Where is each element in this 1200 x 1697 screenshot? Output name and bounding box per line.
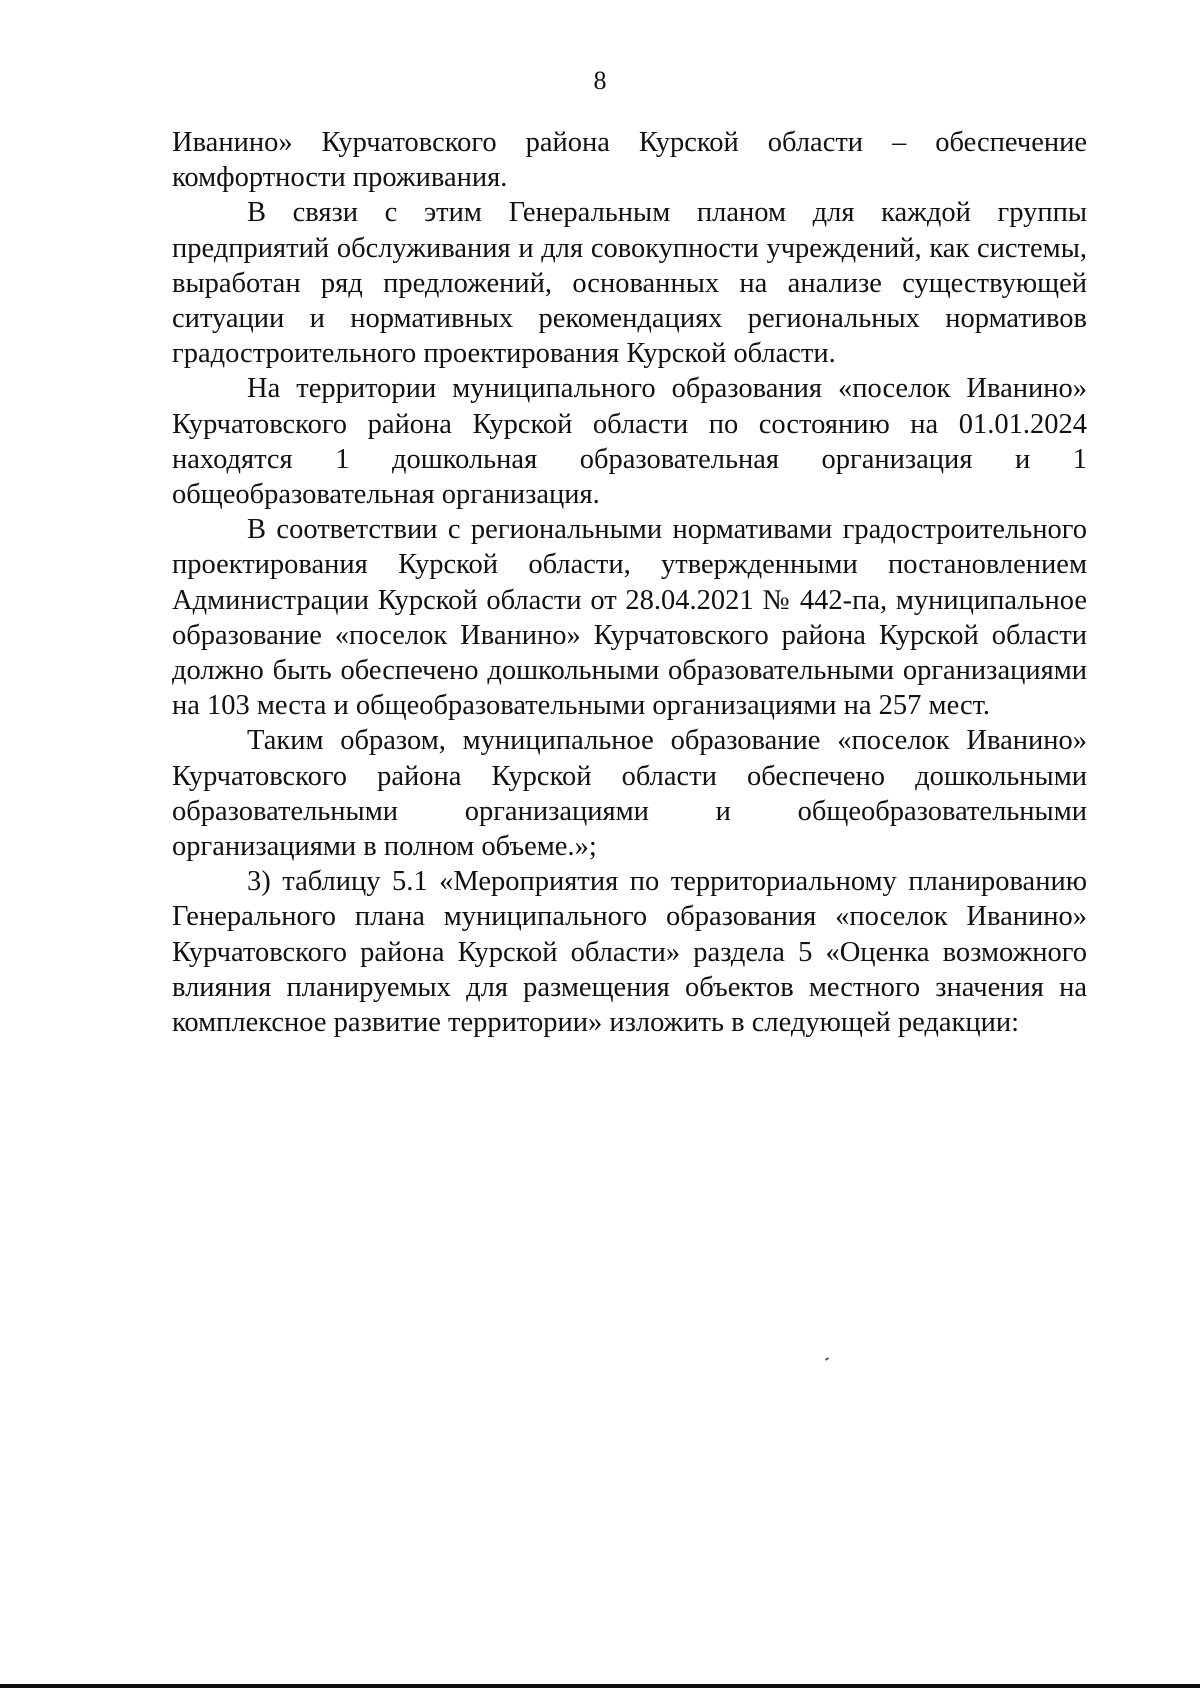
document-body [172, 125, 1087, 1040]
paragraph-table-amendment: 3) таблицу 5.1 «Мероприятия по территориальному планированию Генерального плана муниципального образования «поселок Иванино» Курчатовского района Курской области» раздела 5 «Оценка возможного влияния планируемых для размещения объектов местного значения на комплексное развитие территории» изложить в следующей редакции: [172, 866, 1087, 1039]
paragraph-general-plan-proposals: В связи с этим Генеральным планом для каждой группы предприятий обслуживания и для совокупности учреждений, как системы, выработан ряд предложений, основанных на анализе существующей ситуации и нормативных рекомендациях региональных нормативов градостроительного проектирования Курской области. [172, 197, 1087, 370]
paragraph-conclusion: Таким образом, муниципальное образование «поселок Иванино» Курчатовского района Курской области обеспечено дошкольными образовательными организациями и общеобразовательными организациями в полном объеме.»; [172, 725, 1087, 863]
paragraph-regional-norms: В соответствии с региональными нормативами градостроительного проектирования Курской области, утвержденными постановлением Администрации Курской области от 28.04.2021 № 442-па, муниципальное образование «поселок Иванино» Курчатовского района Курской области должно быть обеспечено дошкольными образовательными организациями на 103 места и общеобразовательными организациями на 257 мест. [172, 514, 1087, 722]
scan-speck [825, 1357, 829, 1361]
paragraph-continuation: Иванино» Курчатовского района Курской области – обеспечение комфортности проживания. [172, 127, 1087, 194]
page-bottom-rule [0, 1684, 1200, 1688]
paragraph-territory-status: На территории муниципального образования «поселок Иванино» Курчатовского района Курской области по состоянию на 01.01.2024 находятся 1 дошкольная образовательная организация и 1 общеобразовательная организация. [172, 373, 1087, 511]
page-number: 8 [593, 66, 607, 95]
